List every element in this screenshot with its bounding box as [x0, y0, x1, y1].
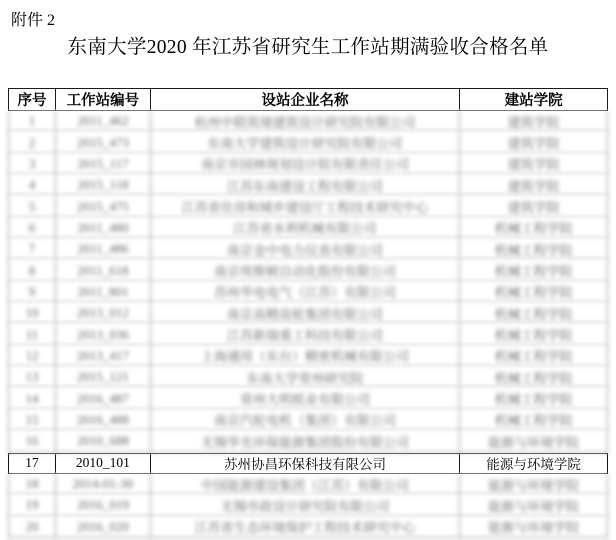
- table-row: [8, 431, 608, 452]
- cell-company: 江苏省生态环境保护工程技术研究中心: [151, 517, 460, 537]
- cell-company: 东南大学建筑设计研究院有限公司: [151, 132, 460, 152]
- cell-college: 能源与环境学院: [460, 474, 608, 494]
- cell-station-id: 2015_475: [56, 196, 151, 216]
- cell-index: 2: [9, 132, 56, 152]
- cell-company: 江苏新瑞重工科技有限公司: [151, 324, 460, 344]
- cell-college: 机械工程学院: [460, 324, 608, 344]
- column-header-college: 建站学院: [460, 89, 608, 110]
- cell-college: 建筑学院: [460, 196, 608, 216]
- cell-station-id: 2010_101: [56, 454, 151, 473]
- table-row: [8, 132, 608, 153]
- cell-index: 1: [9, 111, 56, 131]
- attachment-label: 附件 2: [11, 12, 56, 29]
- cell-index: 17: [9, 454, 56, 473]
- cell-index: 7: [9, 239, 56, 259]
- cell-index: 4: [9, 175, 56, 195]
- cell-index: 20: [9, 517, 56, 537]
- cell-company: 上海通用（东台）精密机械有限公司: [151, 346, 460, 366]
- cell-college: 机械工程学院: [460, 260, 608, 280]
- acceptance-table: [8, 88, 608, 538]
- cell-station-id: 2016_020: [56, 517, 151, 537]
- page-title: 东南大学2020 年江苏省研究生工作站期满验收合格名单: [67, 37, 549, 58]
- cell-company: 江苏省水利机械有限公司: [151, 218, 460, 238]
- cell-station-id: 2016_487: [56, 388, 151, 408]
- cell-station-id: 2013_417: [56, 346, 151, 366]
- table-row: [8, 453, 608, 474]
- cell-college: 能源与环境学院: [460, 517, 608, 537]
- table-row: [8, 474, 608, 495]
- cell-college: 机械工程学院: [460, 303, 608, 323]
- cell-index: 5: [9, 196, 56, 216]
- cell-college: 建筑学院: [460, 111, 608, 131]
- cell-index: 9: [9, 282, 56, 302]
- table-row: [8, 303, 608, 324]
- cell-company: 东南大学常州研究院: [151, 367, 460, 387]
- cell-company: 无锡市政设计研究院有限公司: [151, 495, 460, 515]
- cell-college: 建筑学院: [460, 132, 608, 152]
- cell-company: 南京埃斯顿自动化股份有限公司: [151, 260, 460, 280]
- cell-college: 机械工程学院: [460, 410, 608, 430]
- table-row: [8, 239, 608, 260]
- cell-company: 苏州协昌环保科技有限公司: [151, 454, 460, 473]
- cell-station-id: 2011_801: [56, 282, 151, 302]
- cell-index: 12: [9, 346, 56, 366]
- cell-index: 6: [9, 218, 56, 238]
- cell-college: 机械工程学院: [460, 388, 608, 408]
- cell-station-id: 2011_618: [56, 260, 151, 280]
- cell-company: 南京市园林规划设计院有限责任公司: [151, 154, 460, 174]
- cell-index: 13: [9, 367, 56, 387]
- cell-station-id: 2011_486: [56, 239, 151, 259]
- cell-index: 16: [9, 431, 56, 451]
- cell-index: 10: [9, 303, 56, 323]
- cell-company: 中国能源建设集团（江苏）有限公司: [151, 474, 460, 494]
- table-row: [8, 218, 608, 239]
- cell-company: 江苏省住房和城乡建设厅工程技术研究中心: [151, 196, 460, 216]
- cell-station-id: 2015_121: [56, 367, 151, 387]
- cell-station-id: 2013_036: [56, 324, 151, 344]
- table-row: [8, 260, 608, 281]
- cell-station-id: 2015_473: [56, 132, 151, 152]
- column-header-index: 序号: [9, 89, 56, 110]
- cell-station-id: 2016_019: [56, 495, 151, 515]
- cell-college: 建筑学院: [460, 154, 608, 174]
- cell-college: 能源与环境学院: [460, 454, 608, 473]
- column-header-company: 设站企业名称: [151, 89, 460, 110]
- cell-index: 14: [9, 388, 56, 408]
- cell-college: 机械工程学院: [460, 367, 608, 387]
- cell-company: 无锡华光环保能源集团股份有限公司: [151, 431, 460, 451]
- cell-college: 机械工程学院: [460, 239, 608, 259]
- cell-college: 机械工程学院: [460, 346, 608, 366]
- cell-college: 能源与环境学院: [460, 495, 608, 515]
- cell-company: 南京金中电力仪表有限公司: [151, 239, 460, 259]
- table-row: [8, 367, 608, 388]
- cell-company: 苏州华电电气（江苏）有限公司: [151, 282, 460, 302]
- cell-college: 机械工程学院: [460, 218, 608, 238]
- cell-company: 常州大明纸业有限公司: [151, 388, 460, 408]
- cell-college: 建筑学院: [460, 175, 608, 195]
- cell-company: 南京高精齿轮集团有限公司: [151, 303, 460, 323]
- cell-company: 江苏东南建设工程有限公司: [151, 175, 460, 195]
- cell-college: 机械工程学院: [460, 282, 608, 302]
- cell-index: 19: [9, 495, 56, 515]
- table-row: [8, 495, 608, 516]
- cell-company: 南京汽轮电机（集团）有限公司: [151, 410, 460, 430]
- cell-company: 杭州中联筑境建筑设计研究院有限公司: [151, 111, 460, 131]
- cell-station-id: 2011_480: [56, 218, 151, 238]
- table-row: [8, 346, 608, 367]
- table-row: [8, 388, 608, 409]
- table-row: [8, 282, 608, 303]
- cell-index: 8: [9, 260, 56, 280]
- table-row: [8, 410, 608, 431]
- table-row: [8, 517, 608, 538]
- cell-station-id: 2014-01-30: [56, 474, 151, 494]
- table-row: [8, 154, 608, 175]
- cell-index: 15: [9, 410, 56, 430]
- cell-college: 能源与环境学院: [460, 431, 608, 451]
- column-header-station-id: 工作站编号: [56, 89, 151, 110]
- table-header-row: [8, 88, 608, 111]
- table-body: [8, 111, 608, 538]
- table-row: [8, 324, 608, 345]
- cell-station-id: 2013_012: [56, 303, 151, 323]
- cell-station-id: 2015_118: [56, 175, 151, 195]
- table-row: [8, 196, 608, 217]
- cell-index: 3: [9, 154, 56, 174]
- table-row: [8, 111, 608, 132]
- cell-index: 11: [9, 324, 56, 344]
- cell-station-id: 2016_488: [56, 410, 151, 430]
- cell-station-id: 2010_688: [56, 431, 151, 451]
- cell-station-id: 2015_117: [56, 154, 151, 174]
- table-row: [8, 175, 608, 196]
- cell-station-id: 2011_462: [56, 111, 151, 131]
- cell-index: 18: [9, 474, 56, 494]
